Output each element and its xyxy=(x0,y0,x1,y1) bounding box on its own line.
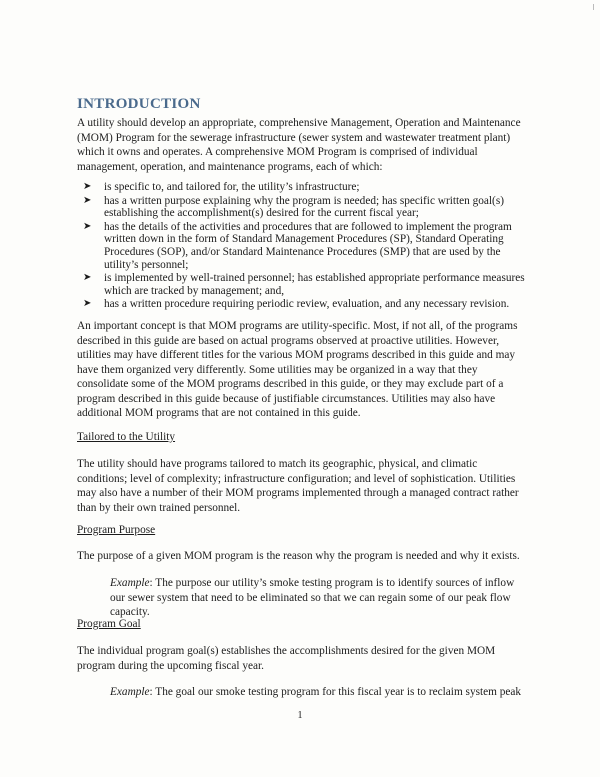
page-number: 1 xyxy=(297,710,303,721)
arrow-bullet-icon: ➤ xyxy=(83,220,92,232)
tailored-heading: Tailored to the Utility xyxy=(77,431,176,443)
list-item: ➤ has a written procedure requiring periodic review, evaluation, and any necessary revision. xyxy=(83,298,510,311)
concept-paragraph: An important concept is that MOM programs are utility-specific. Most, if not all, of the programs described in this guide are based on actual programs observed at proactive utilities. However, utilities may have different titles for the various MOM programs described in this guide and may have them organized very differently. Some utilities may be organized in a way that they consolidate some of the MOM programs described in this guide, or they may exclude part of a program described in this guide because of justifiable circumstances. Utilities may also have additional MOM programs that are not contained in this guide. xyxy=(77,320,518,419)
goal-paragraph: The individual program goal(s) establishes the accomplishments desired for the given MOM program during the upcoming fiscal year. xyxy=(77,645,496,672)
list-item: ➤ has the details of the activities and procedures that are followed to implement the program written down in the form of Standard Management Procedures (SP), Standard Operating Procedures (SOP), and/or Standard Maintenance Procedures (SMP) that are used by the utility’s personnel; xyxy=(83,220,512,271)
list-item: ➤ is implemented by well-trained personnel; has established appropriate performance measures which are tracked by management; and, xyxy=(83,272,525,297)
requirements-list xyxy=(77,181,527,312)
purpose-example: Example: The purpose our utility’s smoke testing program is to identify sources of inflow our sewer system that need to be eliminated so that we can regain some of our peak flow capacity. xyxy=(110,577,515,618)
example-label: Example xyxy=(110,686,150,698)
arrow-bullet-icon: ➤ xyxy=(83,181,92,192)
goal-heading: Program Goal xyxy=(77,618,141,630)
purpose-heading: Program Purpose xyxy=(77,524,156,536)
example-label: Example xyxy=(110,577,150,589)
arrow-bullet-icon: ➤ xyxy=(83,194,92,206)
purpose-paragraph: The purpose of a given MOM program is the reason why the program is needed and why it exists. xyxy=(77,550,520,562)
arrow-bullet-icon: ➤ xyxy=(83,272,92,284)
list-item: ➤ is specific to, and tailored for, the utility’s infrastructure; xyxy=(83,181,360,193)
list-item: ➤ has a written purpose explaining why the program is needed; has specific written goal(s) establishing the accomplishment(s) desired for the current fiscal year; xyxy=(83,194,504,220)
intro-paragraph: A utility should develop an appropriate, comprehensive Management, Operation and Maintenance (MOM) Program for the sewerage infrastructure (sewer system and wastewater treatment plant) which it owns and operates. A comprehensive MOM Program is comprised of individual management, operation, and maintenance programs, each of which: xyxy=(77,117,521,173)
goal-example: Example: The goal our smoke testing program for this fiscal year is to reclaim system peak xyxy=(110,686,522,698)
page-title: INTRODUCTION xyxy=(77,96,201,112)
arrow-bullet-icon: ➤ xyxy=(83,298,92,310)
scan-mark xyxy=(593,4,594,10)
tailored-paragraph: The utility should have programs tailored to match its geographic, physical, and climatic conditions; level of complexity; infrastructure configuration; and level of sophistication. Utilities may also have a number of their MOM programs implemented through a managed contract rather than by their own trained personnel. xyxy=(77,458,519,514)
